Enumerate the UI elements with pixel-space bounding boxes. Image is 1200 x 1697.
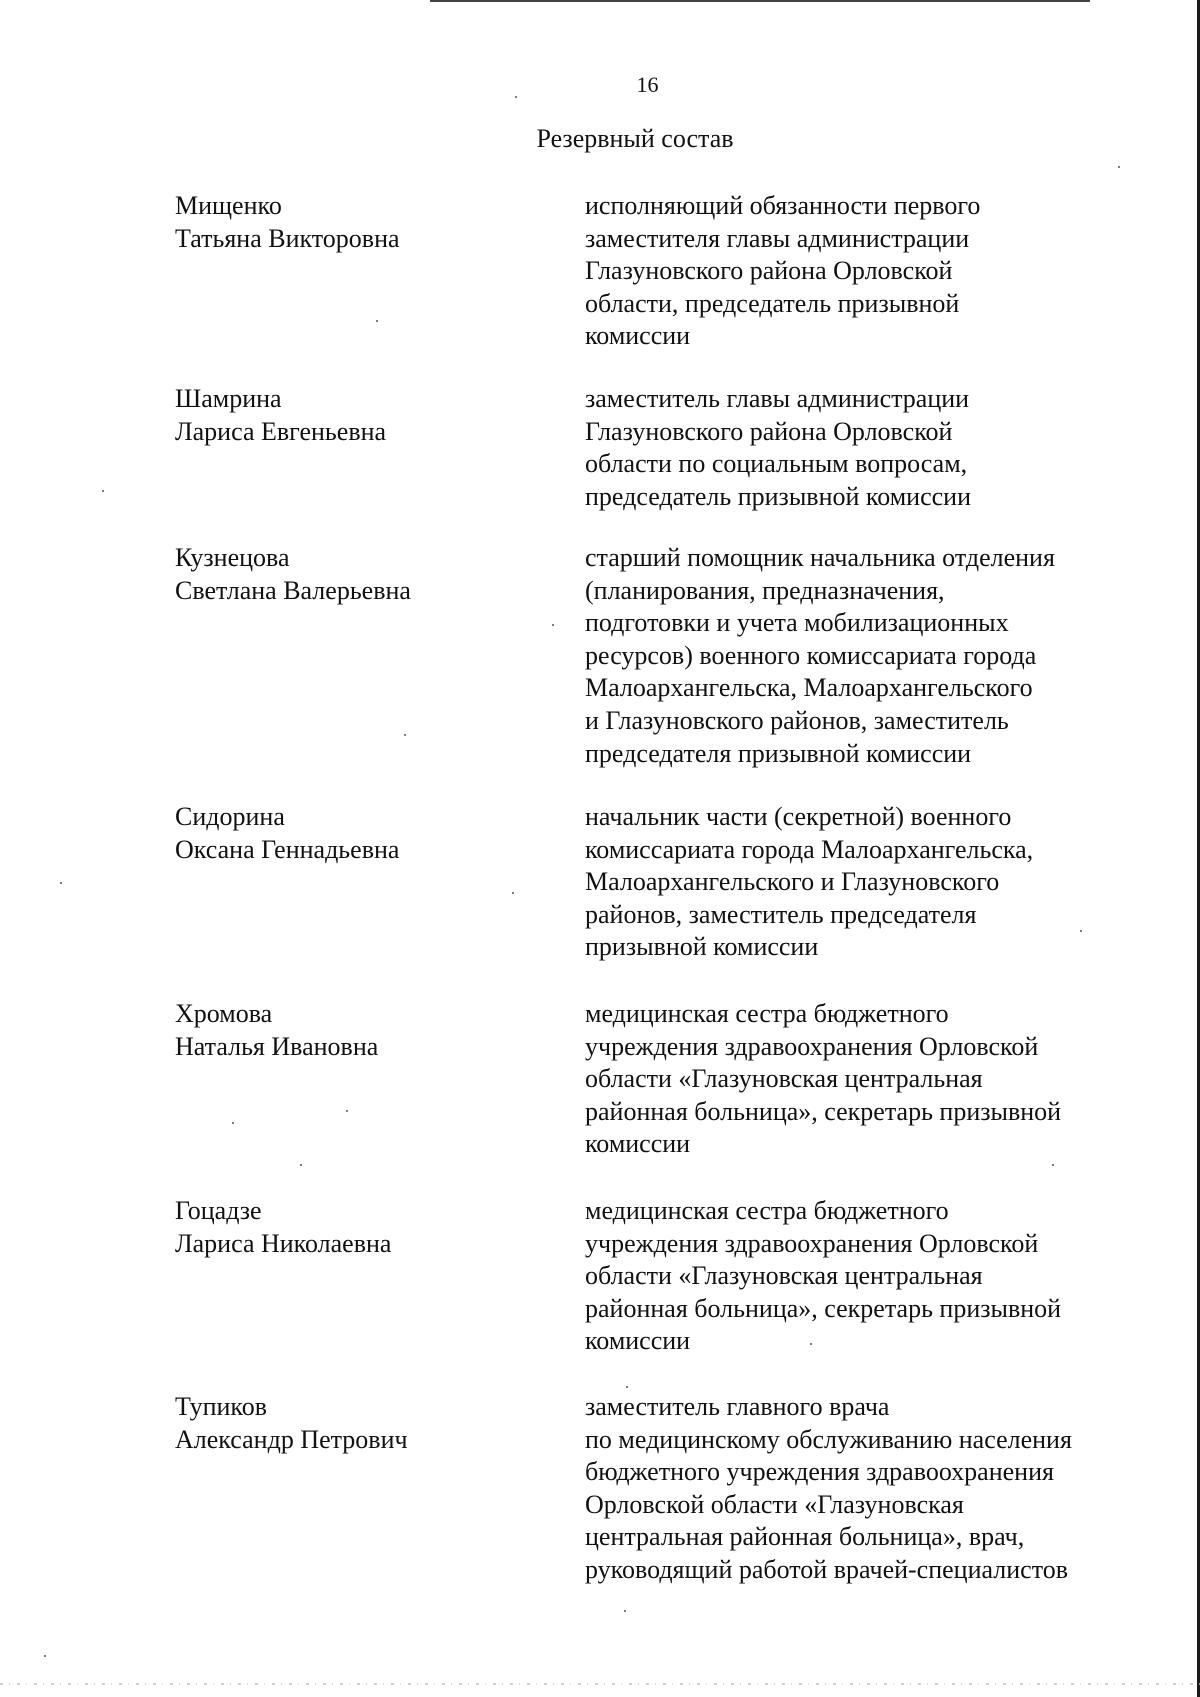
member-role: исполняющий обязанности первого заместителя главы администрации Глазуновского района Орловской области, председатель призывной комиссии	[585, 191, 981, 351]
member-surname: Хромова	[175, 999, 273, 1028]
scan-speck	[44, 1655, 46, 1657]
member-name	[175, 998, 535, 1063]
member-role: старший помощник начальника отделения (планирования, предназначения, подготовки и учета мобилизационных ресурсов) военного комиссариата города Малоархангельска, Малоархангельского и Глазуновского районов, заместитель председателя призывной комиссии	[585, 543, 1055, 768]
scan-bottom-noise	[0, 1683, 1200, 1685]
scan-speck	[102, 490, 104, 492]
page-number: 16	[636, 72, 659, 97]
scan-speck	[1052, 1164, 1054, 1166]
member-surname: Мищенко	[175, 191, 282, 220]
member-given-names: Оксана Геннадьевна	[175, 834, 400, 864]
member-name	[175, 190, 535, 255]
scan-speck	[232, 1122, 234, 1124]
scan-speck	[346, 1110, 348, 1112]
member-surname: Гоцадзе	[175, 1196, 262, 1225]
scan-speck	[60, 882, 62, 884]
member-given-names: Татьяна Викторовна	[175, 223, 400, 253]
member-surname: Сидорина	[175, 802, 285, 831]
member-role: начальник части (секретной) военного комиссариата города Малоархангельска, Малоархангельского и Глазуновского районов, заместитель председателя призывной комиссии	[585, 802, 1034, 962]
scan-speck	[512, 892, 514, 894]
scan-speck	[1118, 166, 1120, 168]
member-surname: Кузнецова	[175, 543, 290, 572]
member-given-names: Лариса Николаевна	[175, 1228, 392, 1258]
member-role: медицинская сестра бюджетного учреждения здравоохранения Орловской области «Глазуновская центральная районная больница», секретарь призывной комиссии	[585, 999, 1062, 1159]
member-role: заместитель главы администрации Глазуновского района Орловской области по социальным вопросам, председатель призывной комиссии	[585, 384, 971, 511]
scan-speck	[624, 1610, 626, 1612]
scan-speck	[300, 1164, 302, 1166]
scan-speck	[404, 734, 406, 736]
member-given-names: Наталья Ивановна	[175, 1031, 379, 1061]
section-title: Резервный состав	[536, 124, 734, 153]
member-name	[175, 383, 535, 448]
scan-top-edge	[430, 0, 1090, 2]
member-name	[175, 801, 535, 866]
member-given-names: Светлана Валерьевна	[175, 575, 411, 605]
scan-speck	[376, 320, 378, 322]
member-given-names: Лариса Евгеньевна	[175, 416, 387, 446]
member-surname: Тупиков	[175, 1392, 268, 1421]
member-surname: Шамрина	[175, 384, 282, 413]
member-role: заместитель главного врача по медицинскому обслуживанию населения бюджетного учреждения здравоохранения Орловской области «Глазуновская центральная районная больница», врач, руководящий работой врачей-специалистов	[585, 1392, 1072, 1584]
member-name	[175, 542, 535, 607]
member-given-names: Александр Петрович	[175, 1424, 408, 1454]
member-role: медицинская сестра бюджетного учреждения здравоохранения Орловской области «Глазуновская центральная районная больница», секретарь призывной комиссии	[585, 1196, 1062, 1356]
scan-speck	[626, 1386, 628, 1388]
scan-speck	[552, 624, 554, 626]
member-name	[175, 1195, 535, 1260]
member-name	[175, 1391, 535, 1456]
